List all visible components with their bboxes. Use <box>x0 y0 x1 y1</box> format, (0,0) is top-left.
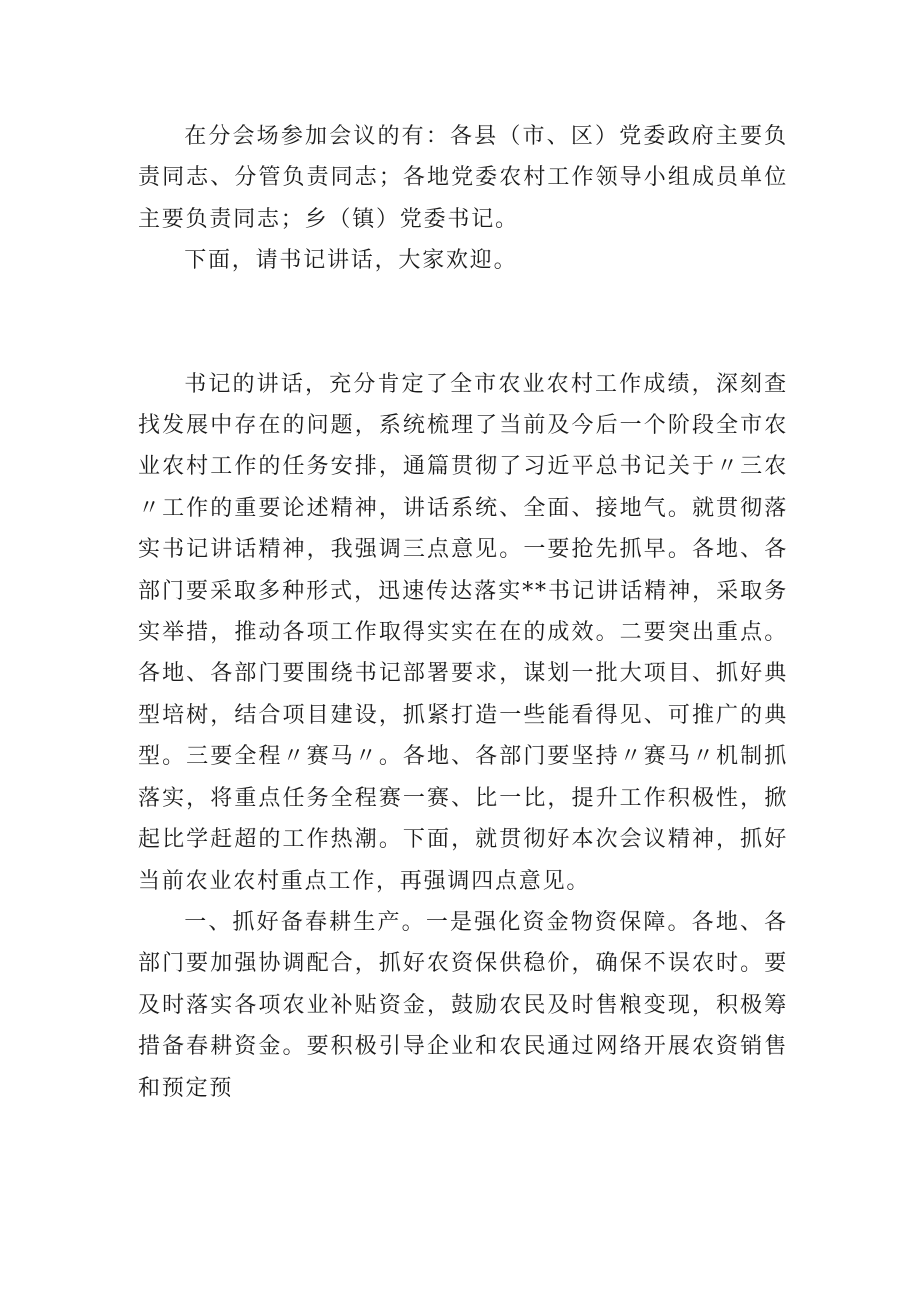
paragraph-gap <box>138 282 788 364</box>
paragraph-spring-farming: 一、抓好备春耕生产。一是强化资金物资保障。各地、各部门要加强协调配合，抓好农资保供稳价，确保不误农时。要及时落实各项农业补贴资金，鼓励农民及时售粮变现，积极筹措备春耕资金。要积极引导企业和农民通过网络开展农资销售和预定预 <box>138 909 788 1101</box>
document-body <box>138 116 788 1109</box>
paragraph-speech-summary: 书记的讲话，充分肯定了全市农业农村工作成绩，深刻查找发展中存在的问题，系统梳理了当前及今后一个阶段全市农业农村工作的任务安排，通篇贯彻了习近平总书记关于〃三农〃工作的重要论述精神，讲话系统、全面、接地气。就贯彻落实书记讲话精神，我强调三点意见。一要抢先抓早。各地、各部门要采取多种形式，迅速传达落实**书记讲话精神，采取务实举措，推动各项工作取得实实在在的成效。二要突出重点。各地、各部门要围绕书记部署要求，谋划一批大项目、抓好典型培树，结合项目建设，抓紧打造一些能看得见、可推广的典型。三要全程〃赛马〃。各地、各部门要坚持〃赛马〃机制抓落实，将重点任务全程赛一赛、比一比，提升工作积极性，掀起比学赶超的工作热潮。下面，就贯彻好本次会议精神，抓好当前农业农村重点工作，再强调四点意见。 <box>138 371 788 894</box>
paragraph-invite-speech: 下面，请书记讲话，大家欢迎。 <box>184 248 518 274</box>
paragraph-attendees: 在分会场参加会议的有：各县（市、区）党委政府主要负责同志、分管负责同志；各地党委农村工作领导小组成员单位主要负责同志；乡（镇）党委书记。 <box>138 124 788 232</box>
